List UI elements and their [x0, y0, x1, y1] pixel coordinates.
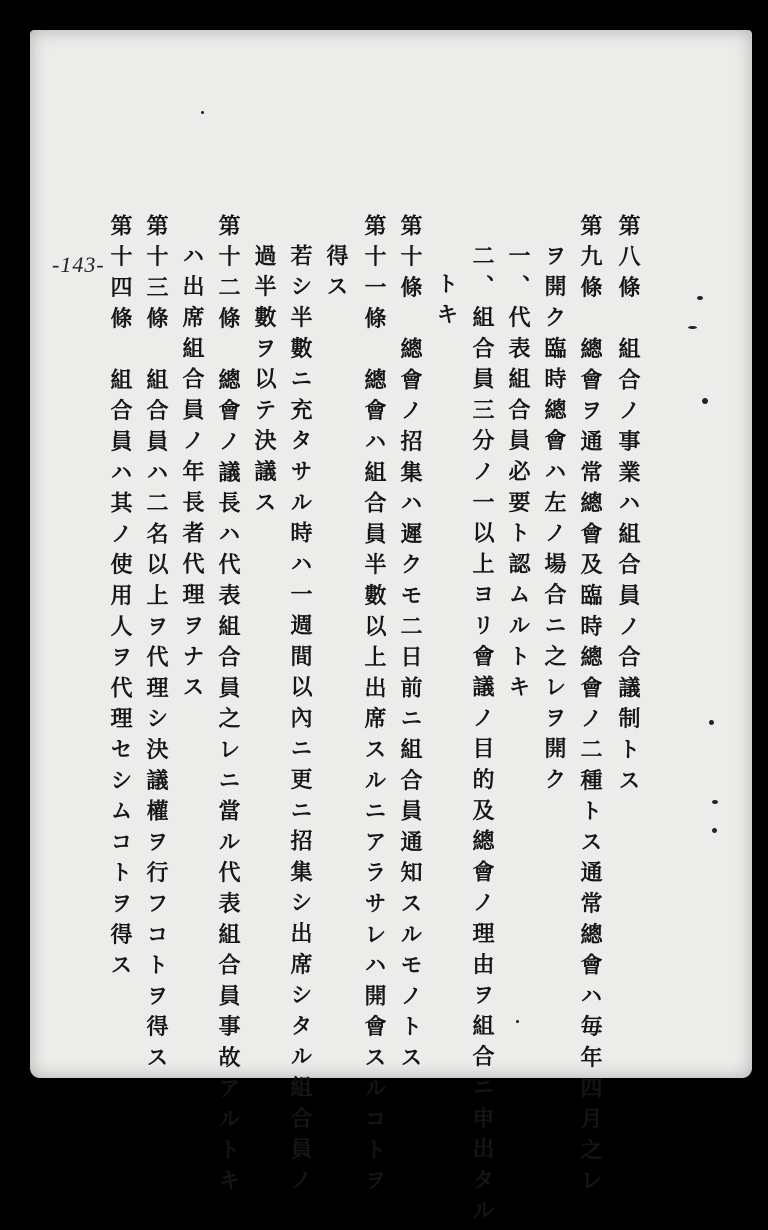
- text-column: 第十三條 組合員ハ二名以上ヲ代理シ決議權ヲ行フコトヲ得ス: [143, 214, 169, 1077]
- text-column: 第十條 總會ノ招集ハ遲クモ二日前ニ組合員通知スルモノトス: [397, 214, 423, 1077]
- scan-speck: [697, 296, 703, 300]
- scan-speck: [712, 800, 718, 804]
- text-column: 得ス: [323, 244, 349, 306]
- text-column: 第十四條 組合員ハ其ノ使用人ヲ代理セシムコトヲ得ス: [107, 214, 133, 984]
- scan-speck: [712, 828, 717, 833]
- text-column: 一、代表組合員必要ト認ムルトキ: [505, 244, 531, 706]
- text-column: 若シ半數ニ充タサル時ハ一週間以內ニ更ニ招集シ出席シタル組合員ノ: [287, 244, 313, 1199]
- page-number: -143-: [52, 252, 105, 277]
- text-column: 二、組合員三分ノ一以上ヨリ會議ノ目的及總會ノ理由ヲ組合ニ申出タル: [469, 244, 495, 1230]
- text-column: トキ: [433, 272, 459, 334]
- scan-speck: [702, 398, 708, 404]
- scan-speck: [688, 326, 697, 329]
- text-column: ヲ開ク臨時總會ハ左ノ場合ニ之レヲ開ク: [541, 244, 567, 799]
- scan-speck: [516, 1020, 519, 1023]
- scan-speck: [201, 111, 204, 114]
- text-column: 第九條 總會ヲ通常總會及臨時總會ノ二種トス通常總會ハ毎年四月之レ: [577, 214, 603, 1200]
- scan-speck: [709, 720, 714, 725]
- text-column: 過半數ヲ以テ決議ス: [251, 244, 277, 522]
- text-column: 第十二條 總會ノ議長ハ代表組合員之レニ當ル代表組合員事故アルトキ: [215, 214, 241, 1200]
- text-column: ハ出席組合員ノ年長者代理ヲナス: [179, 244, 205, 706]
- document-page: [30, 30, 752, 1078]
- text-column: 第十一條 總會ハ組合員半數以上出席スルニアラサレハ開會スルコトヲ: [361, 214, 387, 1200]
- text-column: 第八條 組合ノ事業ハ組合員ノ合議制トス: [615, 214, 641, 800]
